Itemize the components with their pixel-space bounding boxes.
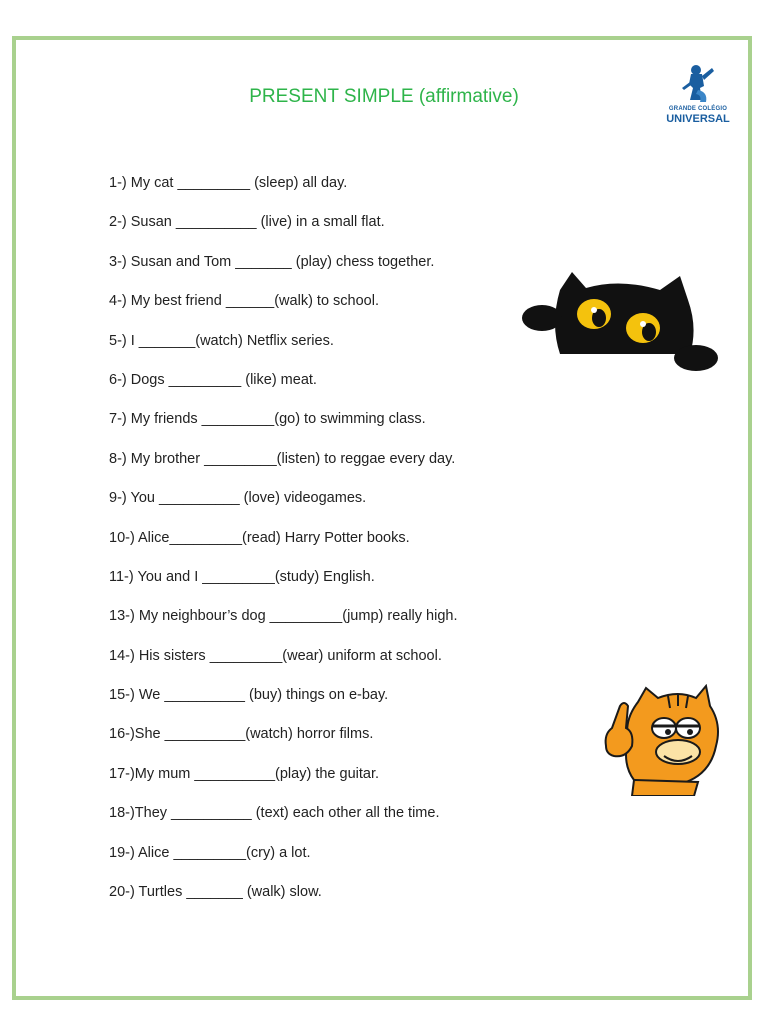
exercise-item: 18-)They __________ (text) each other all the time. [109,805,440,822]
faint-header-line [108,42,608,54]
logo-small-text: GRANDE COLÉGIO [668,106,728,112]
exercise-item: 8-) My brother _________(listen) to reggae every day. [109,450,456,467]
garfield-cat-icon [598,684,726,796]
exercise-item: 5-) I _______(watch) Netflix series. [109,332,334,349]
exercise-item: 20-) Turtles _______ (walk) slow. [109,884,322,901]
logo-mascot-icon [660,62,736,108]
exercise-item: 4-) My best friend ______(walk) to school. [109,293,379,310]
exercise-item: 13-) My neighbour’s dog _________(jump) really high. [109,608,458,625]
exercise-item: 16-)She __________(watch) horror films. [109,726,374,743]
exercise-item: 3-) Susan and Tom _______ (play) chess together. [109,253,435,270]
exercise-item: 17-)My mum __________(play) the guitar. [109,765,380,782]
exercise-item: 1-) My cat _________ (sleep) all day. [109,175,348,191]
exercise-item: 11-) You and I _________(study) English. [109,568,375,585]
black-cat-icon [520,268,725,380]
exercise-item: 9-) You __________ (love) videogames. [109,490,367,507]
exercise-item: 15-) We __________ (buy) things on e-bay. [109,687,389,704]
exercise-item: 10-) Alice_________(read) Harry Potter books. [109,529,410,546]
exercise-item: 19-) Alice _________(cry) a lot. [109,844,311,861]
exercise-item: 6-) Dogs _________ (like) meat. [109,371,317,388]
exercise-item: 14-) His sisters _________(wear) uniform at school. [109,647,442,664]
exercise-list [109,172,457,920]
school-logo [660,62,736,128]
exercise-item: 2-) Susan __________ (live) in a small flat. [109,214,385,231]
exercise-item: 7-) My friends _________(go) to swimming class. [109,411,426,428]
worksheet-title: PRESENT SIMPLE (affirmative) [249,86,519,107]
logo-big-text: UNIVERSAL [666,113,730,125]
